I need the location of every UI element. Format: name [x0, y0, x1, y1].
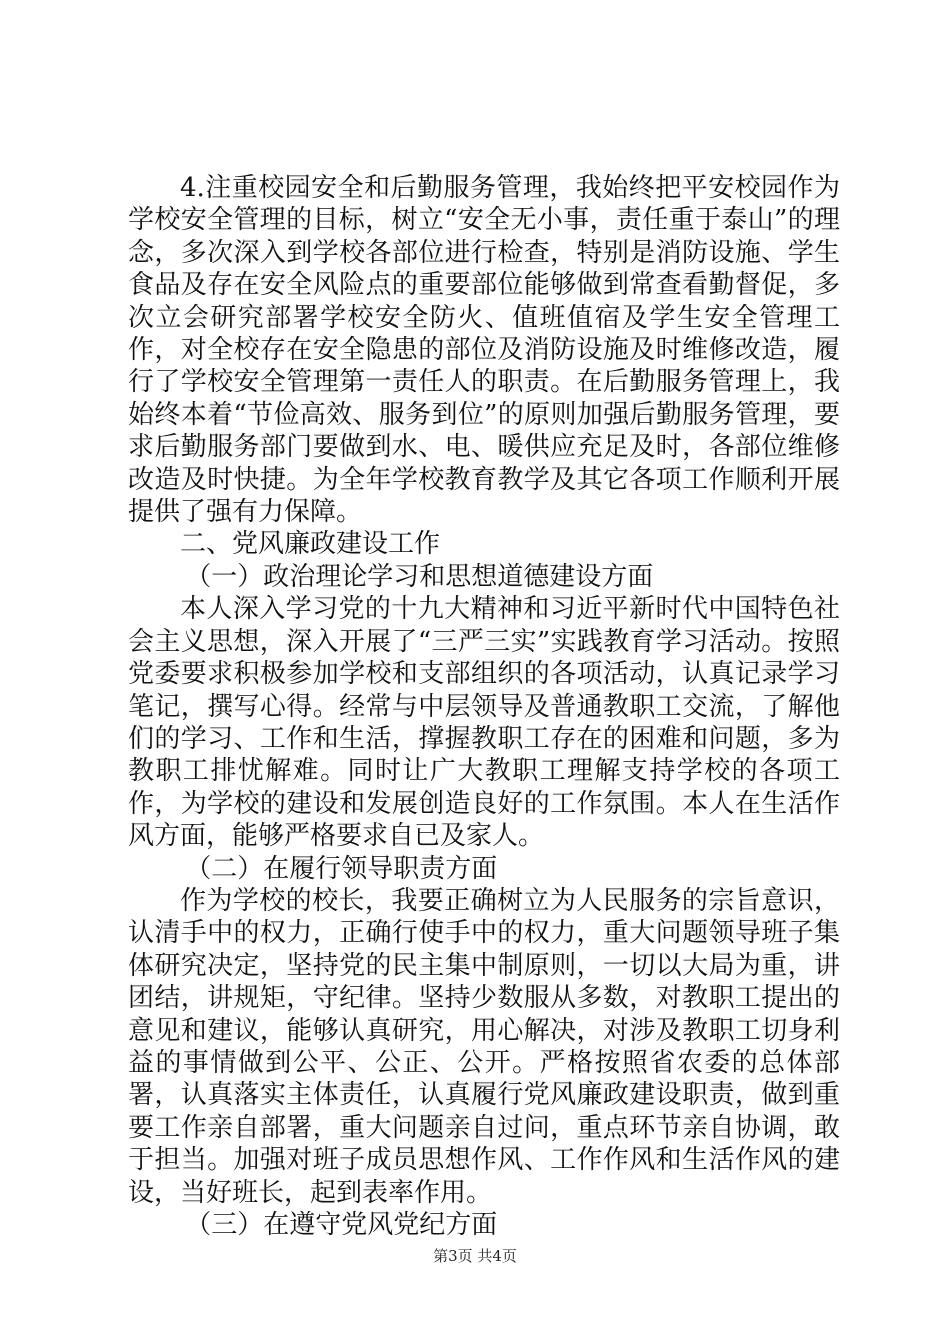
page-number-footer: 第3页 共4页	[433, 1247, 517, 1265]
section-heading-party-conduct: 二、党风廉政建设工作	[180, 529, 441, 560]
subheading-party-discipline: （三）在遵守党风党纪方面	[185, 1210, 498, 1240]
document-body	[128, 172, 840, 1241]
subheading-leadership-duties: （二）在履行领导职责方面	[185, 853, 498, 884]
subheading-political-study: （一）政治理论学习和思想道德建设方面	[185, 561, 654, 592]
paragraph-campus-safety: 4.注重校园安全和后勤服务管理，我始终把平安校园作为学校安全管理的目标，树立“安全无小事，责任重于泰山”的理念，多次深入到学校各部位进行检查，特别是消防设施、学生食品及存在安全风险点的重要部位能够做到常查看勤督促，多次立会研究部署学校安全防火、值班值宿及学生安全管理工作，对全校存在安全隐患的部位及消防设施及时维修改造，履行了学校安全管理第一责任人的职责。在后勤服务管理上，我始终本着“节俭高效、服务到位”的原则加强后勤服务管理，要求后勤服务部门要做到水、电、暖供应充足及时，各部位维修改造及时快捷。为全年学校教育教学及其它各项工作顺利开展提供了强有力保障。	[128, 173, 840, 528]
paragraph-leadership-duties: 作为学校的校长，我要正确树立为人民服务的宗旨意识，认清手中的权力，正确行使手中的权力，重大问题领导班子集体研究决定，坚持党的民主集中制原则，一切以大局为重，讲团结，讲规矩，守纪律。坚持少数服从多数，对教职工提出的意见和建议，能够认真研究，用心解决，对涉及教职工切身利益的事情做到公平、公正、公开。严格按照省农委的总体部署，认真落实主体责任，认真履行党风廉政建设职责，做到重要工作亲自部署，重大问题亲自过问，重点环节亲自协调，敢于担当。加强对班子成员思想作风、工作作风和生活作风的建设，当好班长，起到表率作用。	[128, 885, 840, 1208]
paragraph-political-study: 本人深入学习党的十九大精神和习近平新时代中国特色社会主义思想，深入开展了“三严三实”实践教育学习活动。按照党委要求积极参加学校和支部组织的各项活动，认真记录学习笔记，撰写心得。经常与中层领导及普通教职工交流，了解他们的学习、工作和生活，撑握教职工存在的困难和问题，多为教职工排忧解难。同时让广大教职工理解支持学校的各项工作，为学校的建设和发展创造良好的工作氛围。本人在生活作风方面，能够严格要求自已及家人。	[128, 594, 840, 852]
